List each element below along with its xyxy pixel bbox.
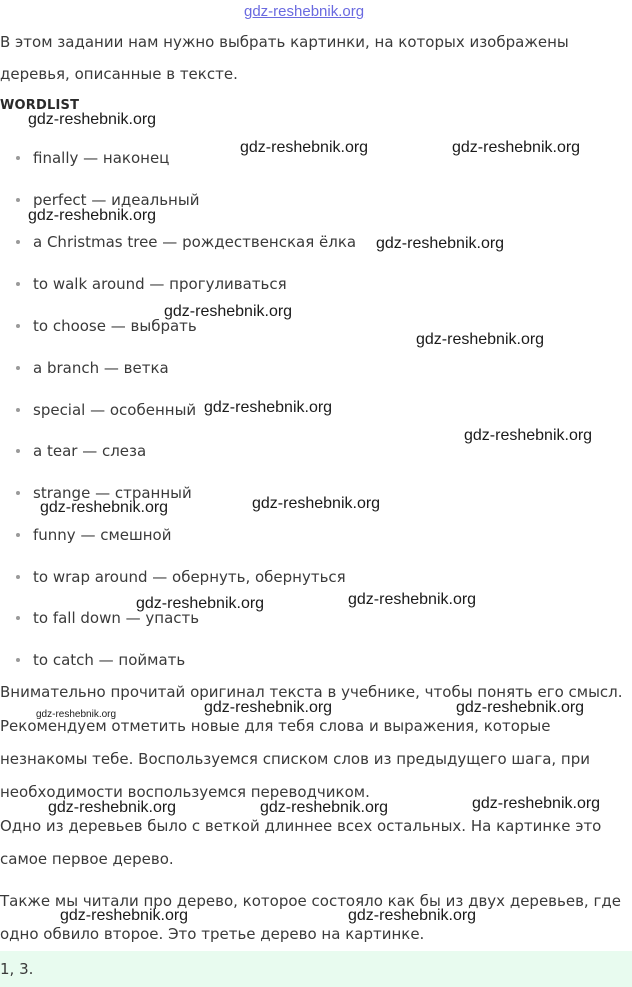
list-item: [16, 274, 287, 294]
list-item: [16, 232, 356, 252]
bullet-icon: [16, 240, 20, 244]
answer-text: 1, 3.: [0, 960, 34, 978]
list-item: [16, 441, 146, 461]
watermark: gdz-reshebnik.org: [260, 799, 389, 816]
instructions-line-2: Рекомендуем отметить новые для тебя слова и выражения, которые: [0, 717, 551, 735]
wordlist-heading: WORDLIST: [0, 98, 80, 113]
bullet-icon: [16, 198, 20, 202]
word-entry: strange — странный: [33, 484, 192, 502]
watermark: gdz-reshebnik.org: [28, 207, 157, 224]
watermark: gdz-reshebnik.org: [456, 699, 585, 716]
word-entry: a branch — ветка: [33, 359, 169, 377]
analysis-second-line-1: Также мы читали про дерево, которое состояло как бы из двух деревьев, где: [0, 892, 621, 910]
watermark: gdz-reshebnik.org: [416, 331, 545, 348]
watermark: gdz-reshebnik.org: [348, 591, 477, 608]
word-entry: special — особенный: [33, 401, 197, 419]
analysis-first-line-2: самое первое дерево.: [0, 850, 174, 868]
watermark: gdz-reshebnik.org: [204, 399, 333, 416]
word-entry: finally — наконец: [33, 149, 170, 167]
bullet-icon: [16, 282, 20, 286]
watermark: gdz-reshebnik.org: [464, 427, 593, 444]
analysis-second-line-2: одно обвило второе. Это третье дерево на картинке.: [0, 925, 425, 943]
watermark: gdz-reshebnik.org: [28, 111, 157, 128]
bullet-icon: [16, 408, 20, 412]
bullet-icon: [16, 616, 20, 620]
watermark: gdz-reshebnik.org: [164, 303, 293, 320]
watermark: gdz-reshebnik.org: [452, 139, 581, 156]
bullet-icon: [16, 156, 20, 160]
watermark: gdz-reshebnik.org: [60, 907, 189, 924]
bullet-icon: [16, 366, 20, 370]
intro-line-2: деревья, описанные в тексте.: [0, 65, 238, 83]
list-item: [16, 148, 169, 168]
watermark: gdz-reshebnik.org: [240, 139, 369, 156]
watermark: gdz-reshebnik.org: [252, 495, 381, 512]
word-entry: to fall down — упасть: [33, 609, 200, 627]
word-entry: to catch — поймать: [33, 651, 186, 669]
answer-box: [0, 951, 632, 987]
list-item: [16, 567, 346, 587]
list-item: [16, 525, 171, 545]
bullet-icon: [16, 533, 20, 537]
word-entry: a Christmas tree — рождественская ёлка: [33, 233, 357, 251]
instructions-line-1: Внимательно прочитай оригинал текста в учебнике, чтобы понять его смысл.: [0, 683, 623, 701]
bullet-icon: [16, 658, 20, 662]
watermark: gdz-reshebnik.org: [348, 907, 477, 924]
watermark-top-link[interactable]: gdz-reshebnik.org: [244, 3, 365, 20]
watermark: gdz-reshebnik.org: [36, 709, 117, 720]
list-item: [16, 400, 196, 420]
instructions-line-3: незнакомы тебе. Воспользуемся списком слов из предыдущего шага, при: [0, 750, 591, 768]
word-entry: a tear — слеза: [33, 442, 147, 460]
word-entry: perfect — идеальный: [33, 191, 200, 209]
word-entry: to walk around — прогуливаться: [33, 275, 287, 293]
word-entry: to wrap around — обернуть, обернуться: [33, 568, 346, 586]
instructions-line-4: необходимости воспользуемся переводчиком.: [0, 783, 370, 801]
watermark: gdz-reshebnik.org: [472, 795, 601, 812]
watermark: gdz-reshebnik.org: [204, 699, 333, 716]
list-item: [16, 650, 185, 670]
list-item: [16, 358, 169, 378]
watermark: gdz-reshebnik.org: [376, 235, 505, 252]
watermark: gdz-reshebnik.org: [48, 799, 177, 816]
bullet-icon: [16, 324, 20, 328]
word-entry: funny — смешной: [33, 526, 172, 544]
watermark: gdz-reshebnik.org: [40, 499, 169, 516]
analysis-first-line-1: Одно из деревьев было с веткой длиннее всех остальных. На картинке это: [0, 817, 602, 835]
bullet-icon: [16, 449, 20, 453]
word-entry: to choose — выбрать: [33, 317, 197, 335]
watermark: gdz-reshebnik.org: [136, 595, 265, 612]
intro-line-1: В этом задании нам нужно выбрать картинки, на которых изображены: [0, 33, 569, 51]
bullet-icon: [16, 491, 20, 495]
bullet-icon: [16, 575, 20, 579]
